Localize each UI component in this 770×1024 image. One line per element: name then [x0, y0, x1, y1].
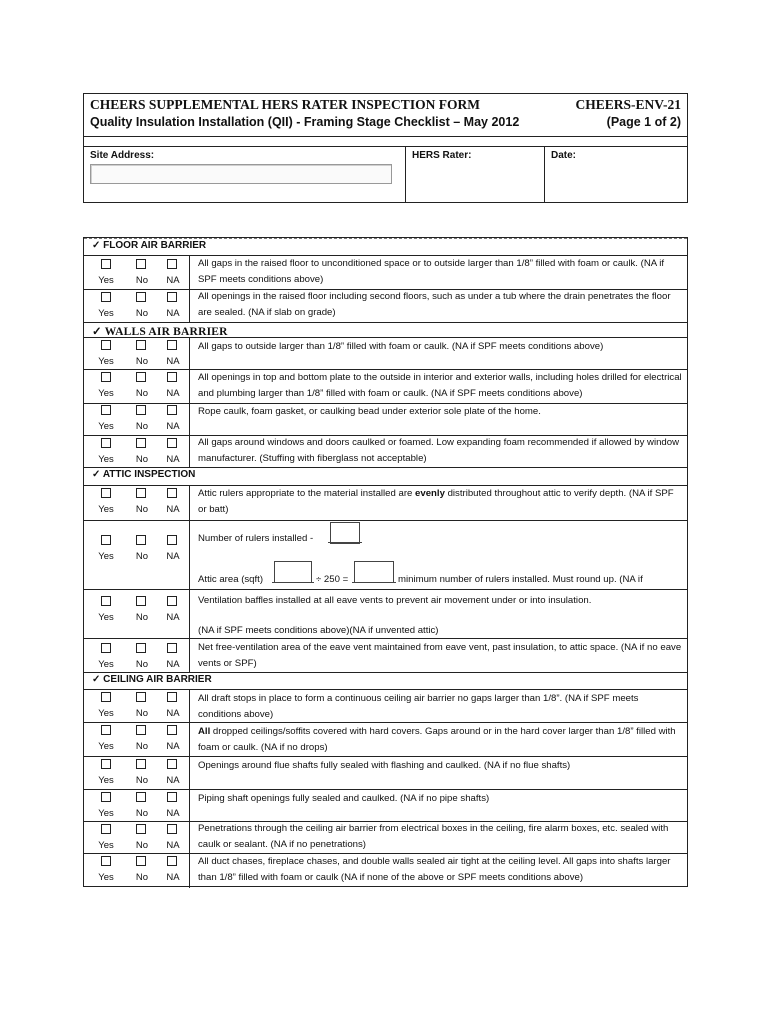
option-label-na: NA	[166, 840, 180, 851]
form-title: CHEERS SUPPLEMENTAL HERS RATER INSPECTION FORM	[90, 97, 480, 112]
form-header	[83, 93, 688, 203]
row-divider	[84, 689, 687, 690]
checkmark-icon: ✓	[92, 326, 102, 338]
page-indicator: (Page 1 of 2)	[606, 115, 681, 129]
checkbox-yes[interactable]	[101, 824, 111, 834]
form-subtitle: Quality Insulation Installation (QII) - Framing Stage Checklist – May 2012	[90, 115, 520, 129]
row-divider	[84, 369, 687, 370]
option-label-yes: Yes	[98, 775, 114, 786]
checkbox-na[interactable]	[167, 692, 177, 702]
checkbox-na[interactable]	[167, 725, 177, 735]
checkbox-na[interactable]	[167, 372, 177, 382]
form-title-row	[90, 97, 681, 115]
checkbox-yes[interactable]	[101, 340, 111, 350]
row-divider	[84, 322, 687, 323]
checkmark-icon: ✓	[92, 469, 101, 480]
section-ceiling-air-barrier: ✓ CEILING AIR BARRIER	[92, 674, 212, 685]
column-divider	[189, 255, 190, 322]
checkbox-na[interactable]	[167, 340, 177, 350]
attic-area-label: Attic area (sqft)	[198, 574, 264, 585]
checkmark-icon: ✓	[92, 674, 101, 685]
item-text: All dropped ceilings/soffits covered with hard covers. Gaps around or in the hard cover larger than 1/8” filled with foam or caulk. (NA if no drops)	[198, 726, 676, 753]
option-label-yes: Yes	[98, 659, 114, 670]
checkbox-yes[interactable]	[101, 405, 111, 415]
checkbox-no[interactable]	[136, 292, 146, 302]
column-divider	[189, 485, 190, 672]
form-code: CHEERS-ENV-21	[575, 97, 681, 112]
checkbox-na[interactable]	[167, 405, 177, 415]
option-label-no: No	[135, 356, 149, 367]
option-label-na: NA	[166, 708, 180, 719]
row-divider	[84, 853, 687, 854]
item-text: Net free-ventilation area of the eave vent maintained from eave vent, past insulation, to attic space. (NA if no eave vents or SPF)	[198, 642, 682, 669]
item-text: Attic rulers appropriate to the material installed are evenly distributed throughout attic to verify depth. (NA if SPF or batt)	[198, 488, 674, 515]
checkbox-na[interactable]	[167, 535, 177, 545]
option-label-na: NA	[166, 775, 180, 786]
option-label-na: NA	[166, 388, 180, 399]
row-divider	[84, 255, 687, 256]
option-label-na: NA	[166, 308, 180, 319]
checkbox-na[interactable]	[167, 259, 177, 269]
option-label-no: No	[135, 454, 149, 465]
min-rulers-underline	[352, 582, 396, 583]
row-divider	[84, 435, 687, 436]
option-label-yes: Yes	[98, 454, 114, 465]
checkbox-yes[interactable]	[101, 856, 111, 866]
checkbox-na[interactable]	[167, 792, 177, 802]
row-divider	[84, 638, 687, 639]
option-label-no: No	[135, 872, 149, 883]
checkbox-no[interactable]	[136, 596, 146, 606]
item-text: Piping shaft openings fully sealed and caulked. (NA if no pipe shafts)	[198, 793, 490, 804]
option-label-no: No	[135, 504, 149, 515]
option-label-yes: Yes	[98, 504, 114, 515]
item-text: All openings in top and bottom plate to the outside in interior and exterior walls, including holes drilled for electrical and plumbing larger than 1/8” filled with foam or caulk. (NA if SPF meets conditions above)	[198, 372, 682, 399]
option-label-na: NA	[166, 872, 180, 883]
option-label-na: NA	[166, 741, 180, 752]
option-label-yes: Yes	[98, 872, 114, 883]
option-label-no: No	[135, 551, 149, 562]
site-address-field[interactable]	[90, 164, 392, 184]
row-divider	[84, 403, 687, 404]
column-divider	[189, 689, 190, 888]
checkbox-yes[interactable]	[101, 759, 111, 769]
checkbox-yes[interactable]	[101, 725, 111, 735]
checkbox-na[interactable]	[167, 856, 177, 866]
rulers-count-underline	[328, 542, 362, 543]
min-rulers-field[interactable]	[354, 561, 394, 583]
checkbox-na[interactable]	[167, 596, 177, 606]
header-divider	[84, 136, 687, 137]
checkbox-yes[interactable]	[101, 643, 111, 653]
option-label-na: NA	[166, 454, 180, 465]
option-label-na: NA	[166, 551, 180, 562]
option-label-na: NA	[166, 504, 180, 515]
checkbox-no[interactable]	[136, 259, 146, 269]
option-label-no: No	[135, 421, 149, 432]
checkbox-no[interactable]	[136, 792, 146, 802]
item-text: All gaps around windows and doors caulked or foamed. Low expanding foam recommended if allowed by window manufacturer. (Stuffing with fiberglass not acceptable)	[198, 437, 680, 464]
section-attic-inspection: ✓ ATTIC INSPECTION	[92, 469, 196, 480]
checkbox-no[interactable]	[136, 824, 146, 834]
row-divider	[84, 821, 687, 822]
row-divider	[84, 467, 687, 468]
item-text: Ventilation baffles installed at all eave vents to prevent air movement under or into insulation.	[198, 595, 592, 606]
checkbox-yes[interactable]	[101, 535, 111, 545]
option-label-no: No	[135, 708, 149, 719]
option-label-no: No	[135, 659, 149, 670]
column-divider	[544, 146, 545, 202]
row-divider	[84, 756, 687, 757]
row-divider	[84, 337, 687, 338]
rulers-count-field[interactable]	[330, 522, 360, 544]
checkbox-yes[interactable]	[101, 438, 111, 448]
option-label-na: NA	[166, 612, 180, 623]
checkmark-icon: ✓	[92, 240, 101, 251]
option-label-no: No	[135, 612, 149, 623]
column-divider	[405, 146, 406, 202]
min-rulers-label: minimum number of rulers installed. Must round up. (NA if	[398, 574, 643, 585]
checkbox-no[interactable]	[136, 856, 146, 866]
checkbox-yes[interactable]	[101, 292, 111, 302]
checkbox-no[interactable]	[136, 438, 146, 448]
checkbox-no[interactable]	[136, 535, 146, 545]
checkbox-na[interactable]	[167, 643, 177, 653]
option-label-no: No	[135, 741, 149, 752]
checkbox-no[interactable]	[136, 340, 146, 350]
option-label-yes: Yes	[98, 421, 114, 432]
row-divider	[84, 672, 687, 673]
option-label-yes: Yes	[98, 356, 114, 367]
divide-label: ÷ 250 =	[316, 574, 349, 585]
checkbox-no[interactable]	[136, 725, 146, 735]
row-divider	[84, 722, 687, 723]
option-label-yes: Yes	[98, 551, 114, 562]
row-divider	[84, 485, 687, 486]
section-walls-air-barrier: ✓ WALLS AIR BARRIER	[92, 326, 228, 338]
item-text: Penetrations through the ceiling air barrier from electrical boxes in the ceiling, fire alarm boxes, etc. sealed with caulk or sealant. (NA if no penetrations)	[198, 823, 669, 850]
item-text: All openings in the raised floor including second floors, such as under a tub where the drain penetrates the floor are sealed. (NA if slab on grade)	[198, 291, 671, 318]
option-label-na: NA	[166, 356, 180, 367]
option-label-yes: Yes	[98, 308, 114, 319]
checkbox-yes[interactable]	[101, 259, 111, 269]
item-text: All gaps in the raised floor to unconditioned space or to outside larger than 1/8” filled with foam or caulk. (NA if SPF meets conditions above)	[198, 258, 665, 285]
checkbox-no[interactable]	[136, 759, 146, 769]
item-text: All duct chases, fireplace chases, and double walls sealed air tight at the ceiling level. All gaps into shafts larger than 1/8” filled with foam or caulk (NA if none of the above or SPF meets conditions above)	[198, 856, 671, 883]
table-top-border	[84, 238, 687, 239]
site-address-label: Site Address:	[90, 150, 155, 161]
row-divider	[84, 789, 687, 790]
option-label-yes: Yes	[98, 612, 114, 623]
checkbox-yes[interactable]	[101, 596, 111, 606]
checkbox-no[interactable]	[136, 405, 146, 415]
option-label-yes: Yes	[98, 840, 114, 851]
item-text: (NA if SPF meets conditions above)(NA if unvented attic)	[198, 625, 439, 636]
checkbox-na[interactable]	[167, 292, 177, 302]
checkbox-na[interactable]	[167, 438, 177, 448]
attic-area-underline	[272, 582, 314, 583]
checkbox-yes[interactable]	[101, 372, 111, 382]
date-label: Date:	[551, 150, 577, 161]
checkbox-yes[interactable]	[101, 488, 111, 498]
option-label-na: NA	[166, 659, 180, 670]
option-label-no: No	[135, 840, 149, 851]
option-label-yes: Yes	[98, 708, 114, 719]
form-subtitle-row	[90, 115, 681, 133]
option-label-no: No	[135, 388, 149, 399]
section-floor-air-barrier: ✓ FLOOR AIR BARRIER	[92, 240, 207, 251]
rulers-count-label: Number of rulers installed -	[198, 533, 314, 544]
option-label-yes: Yes	[98, 388, 114, 399]
checkbox-yes[interactable]	[101, 792, 111, 802]
attic-area-field[interactable]	[274, 561, 312, 583]
checkbox-no[interactable]	[136, 643, 146, 653]
checkbox-yes[interactable]	[101, 692, 111, 702]
checklist-table	[83, 237, 688, 887]
option-label-yes: Yes	[98, 275, 114, 286]
option-label-na: NA	[166, 421, 180, 432]
checkbox-no[interactable]	[136, 488, 146, 498]
hers-rater-label: HERS Rater:	[412, 150, 472, 161]
option-label-no: No	[135, 808, 149, 819]
checkbox-no[interactable]	[136, 692, 146, 702]
option-label-no: No	[135, 275, 149, 286]
option-label-yes: Yes	[98, 741, 114, 752]
header-divider-2	[84, 146, 687, 147]
item-text: Rope caulk, foam gasket, or caulking bead under exterior sole plate of the home.	[198, 406, 541, 417]
option-label-no: No	[135, 308, 149, 319]
row-divider	[84, 589, 687, 590]
item-text: Openings around flue shafts fully sealed with flashing and caulked. (NA if no flue shafts)	[198, 760, 571, 771]
option-label-no: No	[135, 775, 149, 786]
checkbox-na[interactable]	[167, 759, 177, 769]
item-text: All draft stops in place to form a continuous ceiling air barrier no gaps larger than 1/8”. (NA if SPF meets conditions above)	[198, 693, 639, 720]
item-text: All gaps to outside larger than 1/8” filled with foam or caulk. (NA if SPF meets conditions above)	[198, 341, 604, 352]
option-label-yes: Yes	[98, 808, 114, 819]
option-label-na: NA	[166, 808, 180, 819]
checkbox-no[interactable]	[136, 372, 146, 382]
checkbox-na[interactable]	[167, 488, 177, 498]
checkbox-na[interactable]	[167, 824, 177, 834]
column-divider	[189, 337, 190, 467]
row-divider	[84, 520, 687, 521]
row-divider	[84, 289, 687, 290]
option-label-na: NA	[166, 275, 180, 286]
